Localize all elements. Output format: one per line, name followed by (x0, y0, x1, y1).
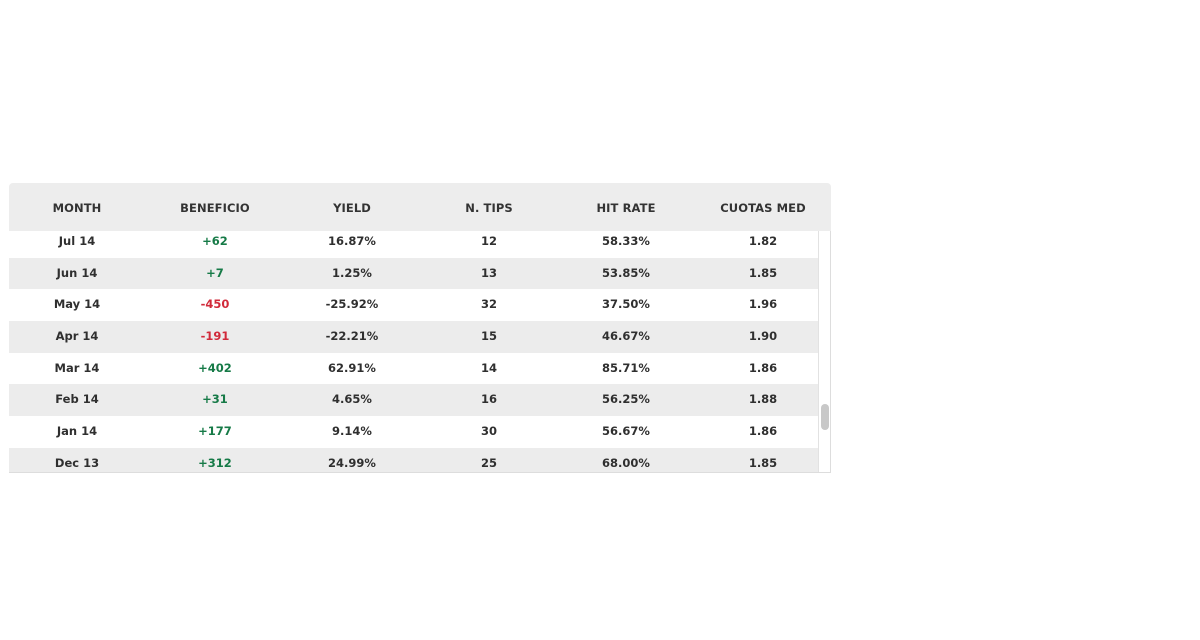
scrollbar-thumb[interactable] (821, 404, 829, 430)
tips-cell: 14 (480, 360, 497, 375)
month-cell: Jun 14 (56, 265, 98, 280)
yield-cell: 9.14% (332, 424, 372, 439)
table-rows (9, 231, 818, 473)
tips-cell: 16 (480, 392, 497, 407)
table-header (9, 183, 831, 231)
yield-cell: -22.21% (325, 329, 379, 344)
cuotas-cell: 1.85 (748, 265, 778, 280)
beneficio-cell: +31 (202, 392, 228, 407)
yield-cell: 24.99% (328, 455, 376, 470)
table-row (9, 384, 818, 416)
month-cell: Jan 14 (56, 424, 98, 439)
hit-rate-cell: 85.71% (602, 360, 650, 375)
hit-rate-cell: 53.85% (602, 265, 650, 280)
hit-rate-cell: 56.25% (602, 392, 650, 407)
table-row (9, 448, 818, 473)
beneficio-cell: +312 (198, 455, 232, 470)
month-cell: Feb 14 (55, 392, 99, 407)
beneficio-cell: -450 (200, 297, 230, 312)
hit-rate-cell: 68.00% (602, 455, 650, 470)
cuotas-cell: 1.86 (748, 424, 778, 439)
column-header-cuotas-med[interactable]: CUOTAS MED (720, 201, 806, 215)
hit-rate-cell: 37.50% (602, 297, 650, 312)
month-cell: Dec 13 (54, 455, 100, 470)
column-header-month[interactable]: MONTH (52, 201, 102, 215)
month-cell: May 14 (53, 297, 101, 312)
table-body[interactable] (9, 231, 831, 473)
yield-cell: 1.25% (332, 265, 372, 280)
month-cell: Apr 14 (55, 329, 99, 344)
column-header-tips[interactable]: N. TIPS (465, 201, 513, 215)
column-header-yield[interactable]: YIELD (333, 201, 371, 215)
tips-cell: 32 (480, 297, 497, 312)
tips-cell: 25 (480, 455, 497, 470)
beneficio-cell: +402 (198, 360, 232, 375)
cuotas-cell: 1.96 (748, 297, 778, 312)
hit-rate-cell: 56.67% (602, 424, 650, 439)
tips-cell: 30 (480, 424, 497, 439)
table-row (9, 258, 818, 290)
beneficio-cell: -191 (200, 329, 230, 344)
cuotas-cell: 1.86 (748, 360, 778, 375)
hit-rate-cell: 46.67% (602, 329, 650, 344)
column-header-hit-rate[interactable]: HIT RATE (596, 201, 656, 215)
monthly-stats-table (9, 183, 831, 473)
column-header-beneficio[interactable]: BENEFICIO (180, 201, 250, 215)
vertical-scrollbar[interactable] (818, 231, 830, 472)
tips-cell: 13 (480, 265, 497, 280)
beneficio-cell: +177 (198, 424, 232, 439)
cuotas-cell: 1.88 (748, 392, 778, 407)
table-row (9, 353, 818, 385)
tips-cell: 15 (480, 329, 497, 344)
yield-cell: -25.92% (325, 297, 379, 312)
cuotas-cell: 1.90 (748, 329, 778, 344)
table-row (9, 289, 818, 321)
yield-cell: 16.87% (328, 234, 376, 248)
yield-cell: 62.91% (328, 360, 376, 375)
beneficio-cell: +62 (202, 234, 228, 248)
table-row (9, 416, 818, 448)
table-row (9, 321, 818, 353)
hit-rate-cell: 58.33% (602, 234, 650, 248)
cuotas-cell: 1.82 (748, 234, 778, 248)
month-cell: Jul 14 (58, 234, 96, 248)
yield-cell: 4.65% (332, 392, 372, 407)
tips-cell: 12 (480, 234, 497, 248)
beneficio-cell: +7 (206, 265, 224, 280)
cuotas-cell: 1.85 (748, 455, 778, 470)
month-cell: Mar 14 (54, 360, 100, 375)
table-row (9, 231, 818, 258)
